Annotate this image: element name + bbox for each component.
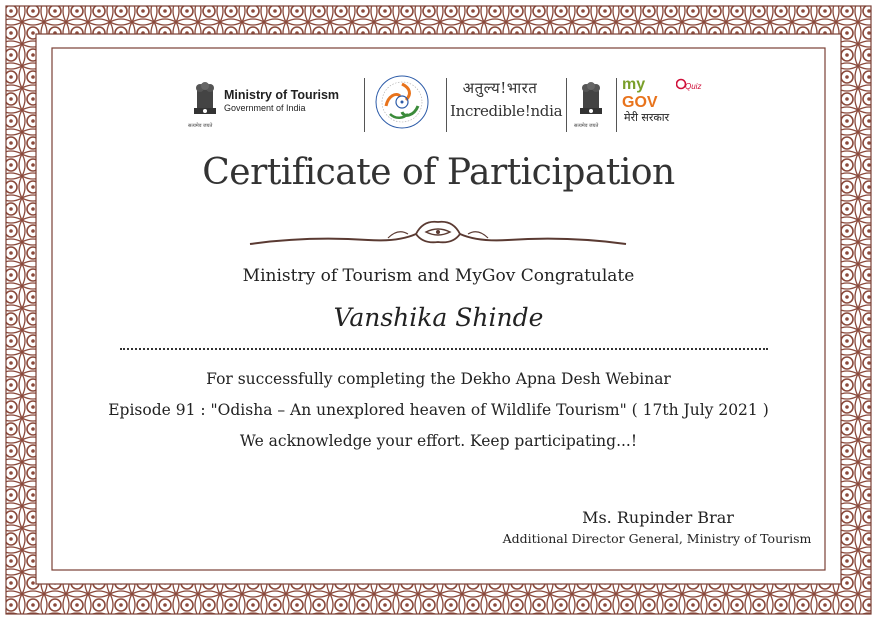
flourish-divider-icon — [248, 216, 628, 250]
signatory-name: Ms. Rupinder Brar — [582, 508, 734, 527]
logo-divider — [616, 78, 617, 132]
emblem-caption: सत्यमेव जयते — [574, 123, 599, 129]
ministry-title: Ministry of Tourism — [224, 88, 340, 102]
logo-divider — [446, 78, 447, 132]
signatory-designation: Additional Director General, Ministry of Tourism — [502, 531, 812, 546]
mygov-hindi-text: मेरी सरकार — [624, 111, 670, 124]
incredible-india-hindi: अतुल्य!भारत — [462, 79, 538, 97]
name-underline — [120, 348, 768, 350]
national-emblem-icon — [576, 78, 606, 122]
azadi-logo — [374, 74, 438, 134]
mygov-my: my — [622, 76, 646, 93]
recipient-name: Vanshika Shinde — [333, 303, 544, 332]
certificate-title: Certificate of Participation — [202, 152, 675, 193]
quiz-label: Quiz — [685, 82, 702, 91]
acknowledgement-line: We acknowledge your effort. Keep participating...! — [239, 432, 638, 450]
incredible-india-logo — [450, 74, 563, 134]
mygov-wordmark — [622, 76, 658, 112]
ministry-of-tourism-logo — [188, 74, 358, 134]
logo-divider — [566, 78, 567, 132]
incredible-india-english: Incredible!ndia — [450, 102, 563, 120]
mygov-logo — [622, 74, 714, 134]
mygov-gov: GOV — [622, 94, 658, 111]
national-emblem-icon — [190, 78, 220, 122]
episode-line: Episode 91 : "Odisha – An unexplored heaven of Wildlife Tourism" ( 17th July 2021 ) — [108, 401, 769, 419]
quiz-badge-icon — [676, 78, 704, 92]
azadi-ka-amrit-mahotsav-icon — [374, 74, 430, 130]
ministry-subtitle: Government of India — [224, 103, 306, 113]
logos-row — [188, 74, 718, 136]
completion-line: For successfully completing the Dekho Apna Desh Webinar — [206, 370, 671, 388]
national-emblem-logo — [572, 74, 612, 134]
congratulation-line: Ministry of Tourism and MyGov Congratulate — [242, 266, 635, 286]
logo-divider — [364, 78, 365, 132]
emblem-caption: सत्यमेव जयते — [188, 123, 213, 129]
